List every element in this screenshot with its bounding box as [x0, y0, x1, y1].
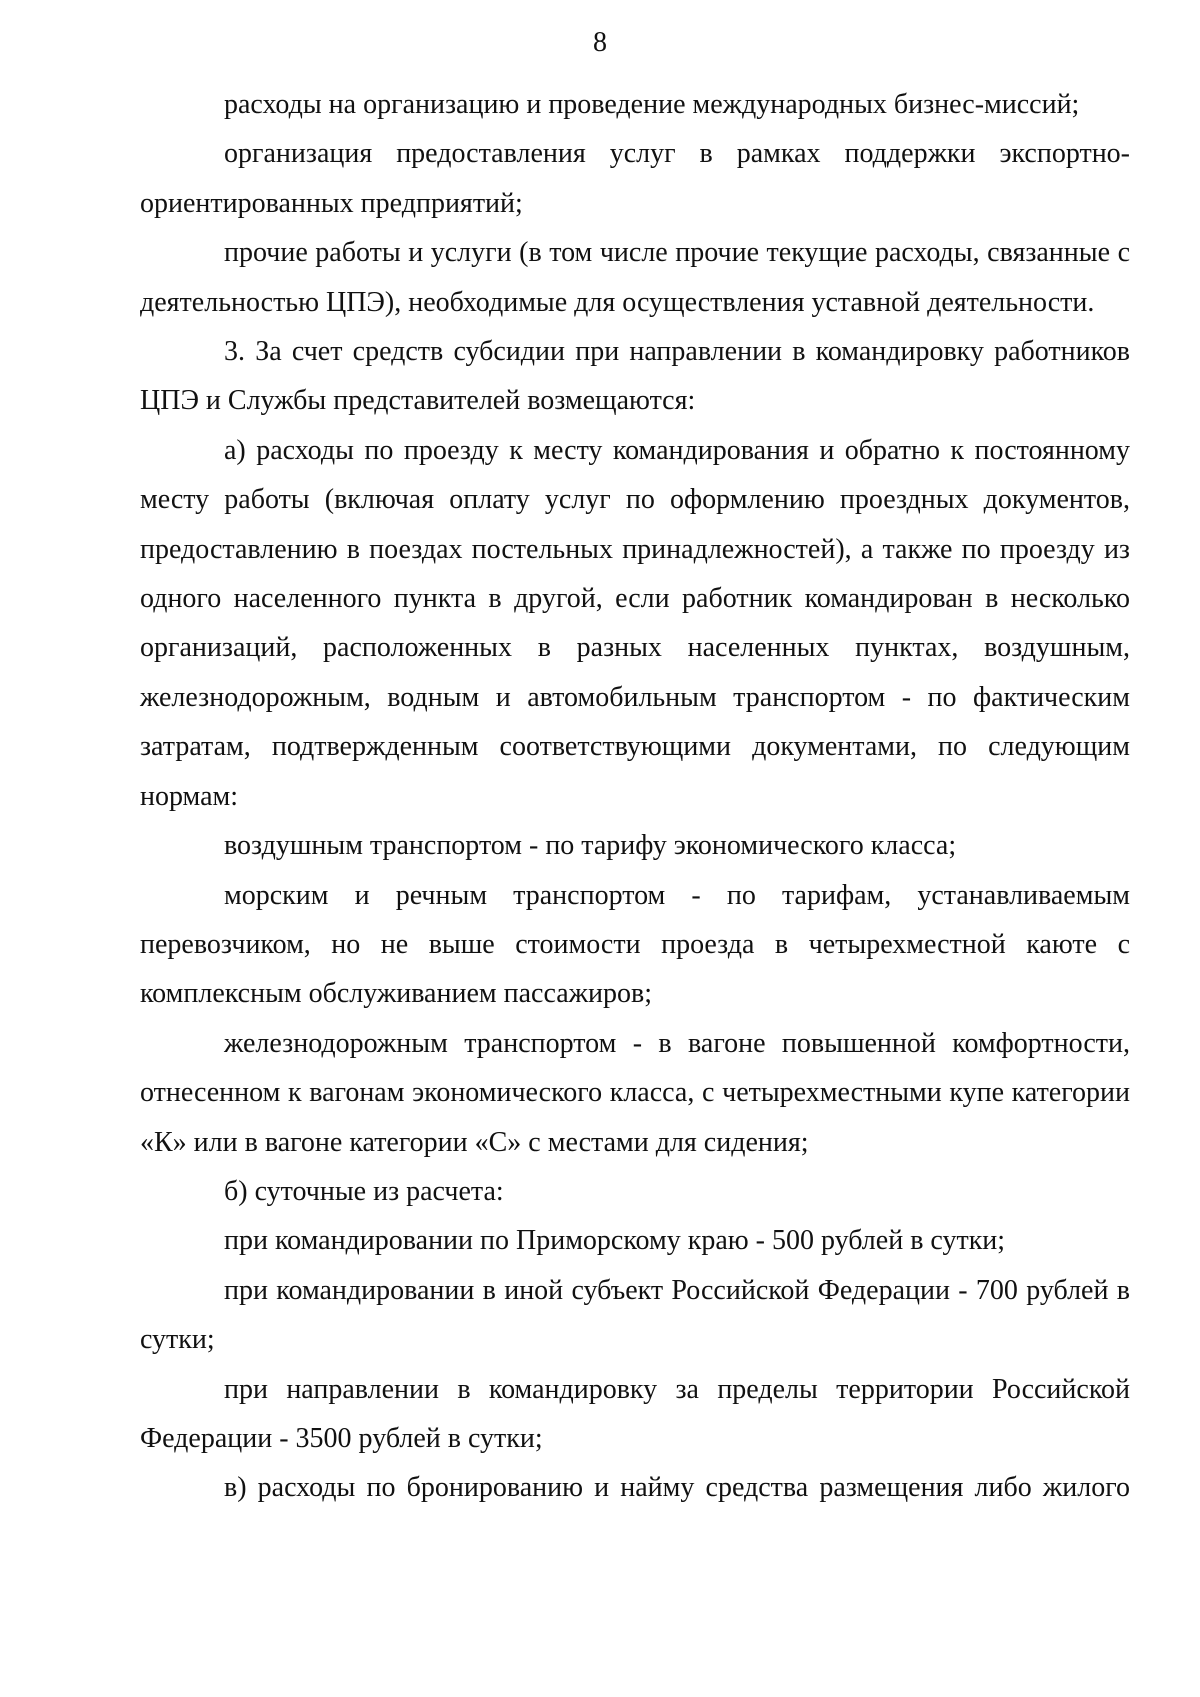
- paragraph-section-3-business-trips: 3. За счет средств субсидии при направлении в командировку работников ЦПЭ и Службы представителей возмещаются:: [140, 336, 1130, 417]
- document-body: [140, 80, 1130, 1513]
- page-number: 8: [593, 27, 607, 58]
- paragraph-air-transport: воздушным транспортом - по тарифу экономического класса;: [224, 830, 957, 862]
- paragraph-sea-river-transport: морским и речным транспортом - по тарифам, устанавливаемым перевозчиком, но не выше стоимости проезда в четырехместной каюте с комплексным обслуживанием пассажиров;: [140, 879, 1130, 1010]
- paragraph-other-works-services: прочие работы и услуги (в том числе прочие текущие расходы, связанные с деятельностью ЦПЭ), необходимые для осуществления уставной деятельности.: [140, 237, 1130, 318]
- paragraph-other-region-allowance: при командировании в иной субъект Российской Федерации - 700 рублей в сутки;: [140, 1274, 1130, 1356]
- paragraph-rail-transport: железнодорожным транспортом - в вагоне повышенной комфортности, отнесенном к вагонам экономического класса, с четырехместными купе категории «К» или в вагоне категории «С» с местами для сидения;: [140, 1027, 1130, 1158]
- paragraph-b-daily-allowance: б) суточные из расчета:: [224, 1175, 504, 1207]
- paragraph-a-travel-expenses: а) расходы по проезду к месту командирования и обратно к постоянному месту работы (включая оплату услуг по оформлению проездных документов, предоставлению в поездах постельных принадлежностей), а также по проезду из одного населенного пункта в другой, если работник командирован в несколько организаций, расположенных в разных населенных пунктах, воздушным, железнодорожным, водным и автомобильным транспортом - по фактическим затратам, подтвержденным соответствующими документами, по следующим нормам:: [140, 434, 1130, 812]
- paragraph-c-accommodation: в) расходы по бронированию и найму средства размещения либо жилого: [224, 1472, 1130, 1504]
- paragraph-primorsky-allowance: при командировании по Приморскому краю - 500 рублей в сутки;: [224, 1225, 1006, 1257]
- paragraph-export-support-services: организация предоставления услуг в рамках поддержки экспортно-ориентированных предприятий;: [140, 138, 1130, 219]
- paragraph-business-missions: расходы на организацию и проведение международных бизнес-миссий;: [224, 89, 1080, 120]
- paragraph-abroad-allowance: при направлении в командировку за пределы территории Российской Федерации - 3500 рублей в сутки;: [140, 1373, 1130, 1454]
